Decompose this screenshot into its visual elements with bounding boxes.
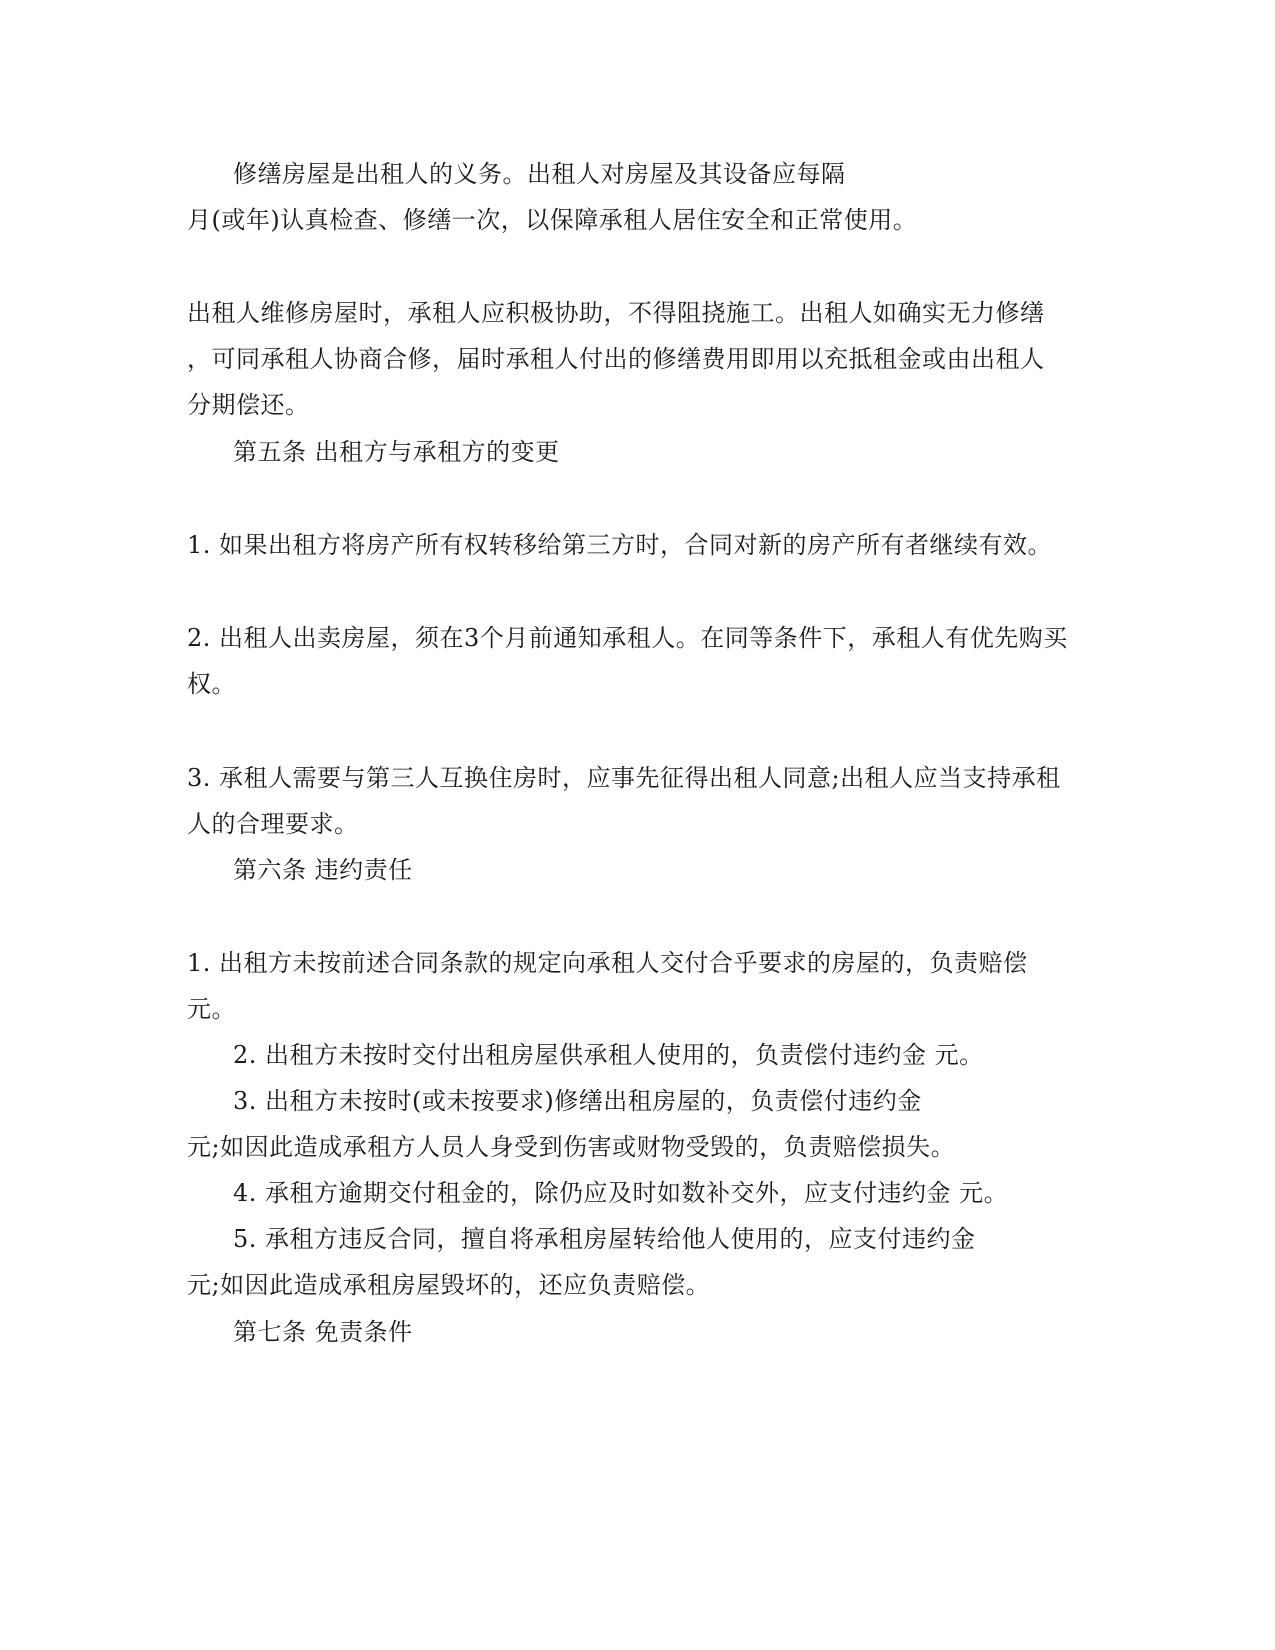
- list-item-continuation: 元。: [187, 995, 236, 1023]
- list-item: 3. 承租人需要与第三人互换住房时，应事先征得出租人同意;出租人应当支持承租: [187, 764, 1061, 792]
- list-item: 1. 如果出租方将房产所有权转移给第三方时，合同对新的房产所有者继续有效。: [187, 531, 1053, 559]
- list-item: 4. 承租方逾期交付租金的，除仍应及时如数补交外，应支付违约金 元。: [233, 1179, 1009, 1207]
- list-item-continuation: 元;如因此造成承租方人员人身受到伤害或财物受毁的，负责赔偿损失。: [187, 1133, 956, 1161]
- paragraph-line: 月(或年)认真检查、修缮一次，以保障承租人居住安全和正常使用。: [187, 206, 918, 234]
- list-item: 2. 出租方未按时交付出租房屋供承租人使用的，负责偿付违约金 元。: [233, 1041, 984, 1069]
- paragraph-line: ，可同承租人协商合修，届时承租人付出的修缮费用即用以充抵租金或由出租人: [187, 345, 1045, 373]
- section-heading: 第五条 出租方与承租方的变更: [233, 438, 560, 466]
- list-item: 3. 出租方未按时(或未按要求)修缮出租房屋的，负责偿付违约金: [233, 1087, 922, 1115]
- list-item: 1. 出租方未按前述合同条款的规定向承租人交付合乎要求的房屋的，负责赔偿: [187, 949, 1028, 977]
- section-heading: 第六条 违约责任: [233, 856, 413, 884]
- paragraph-line: 出租人维修房屋时，承租人应积极协助，不得阻挠施工。出租人如确实无力修缮: [187, 299, 1045, 327]
- list-item-continuation: 人的合理要求。: [187, 810, 359, 838]
- list-item: 2. 出租人出卖房屋，须在3个月前通知承租人。在同等条件下，承租人有优先购买: [187, 624, 1068, 652]
- list-item: 5. 承租方违反合同，擅自将承租房屋转给他人使用的，应支付违约金: [233, 1225, 976, 1253]
- section-heading: 第七条 免责条件: [233, 1318, 413, 1346]
- list-item-continuation: 元;如因此造成承租房屋毁坏的，还应负责赔偿。: [187, 1271, 711, 1299]
- paragraph-line: 分期偿还。: [187, 391, 310, 419]
- list-item-continuation: 权。: [187, 670, 236, 698]
- paragraph-line: 修缮房屋是出租人的义务。出租人对房屋及其设备应每隔: [233, 160, 846, 188]
